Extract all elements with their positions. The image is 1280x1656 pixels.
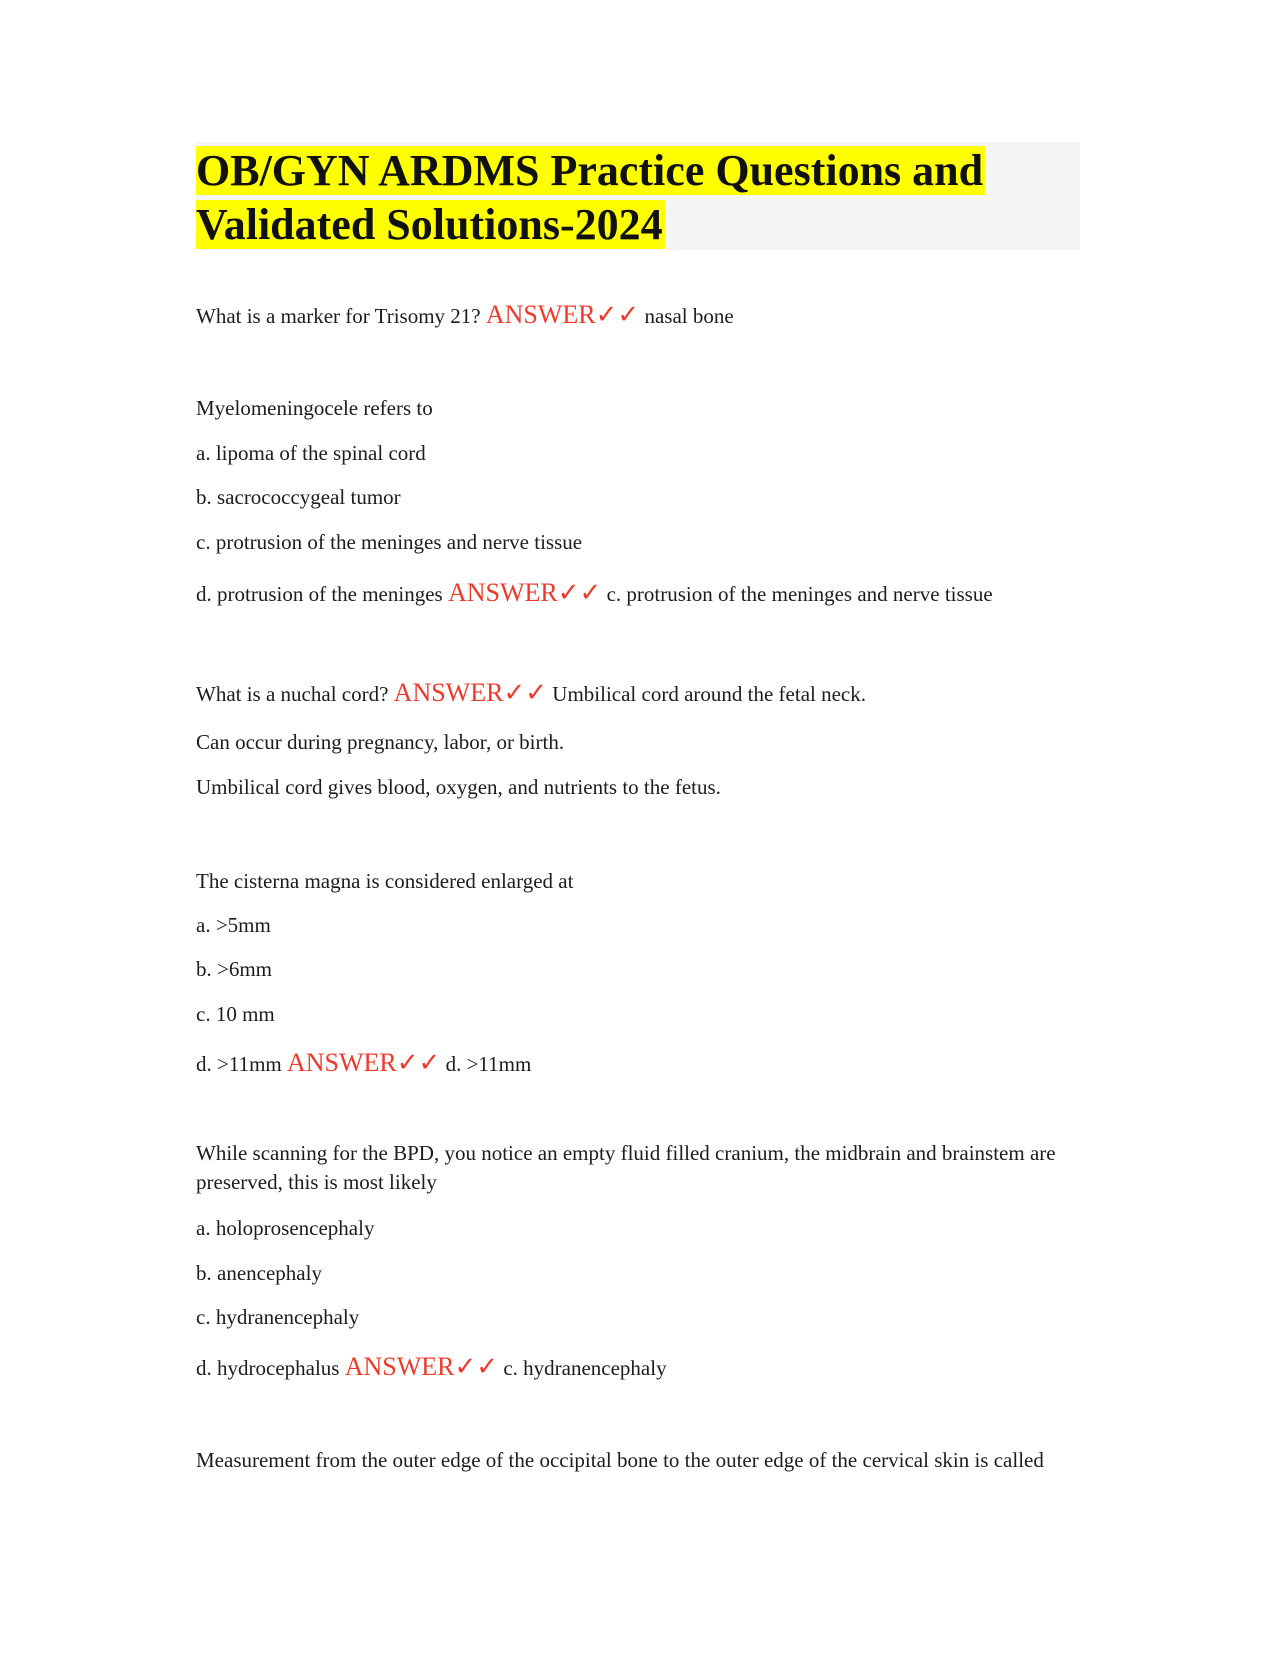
question-1 xyxy=(196,302,734,329)
option-a: a. lipoma of the spinal cord xyxy=(196,441,426,465)
question-5: While scanning for the BPD, you notice an empty fluid filled cranium, the midbrain and brainstem are preserved, this is most likely xyxy=(196,1141,1056,1194)
option-a: a. >5mm xyxy=(196,913,271,937)
answer-marker: ANSWER✓✓ xyxy=(485,300,640,329)
answer-marker: ANSWER✓✓ xyxy=(344,1352,499,1381)
question-3 xyxy=(196,680,866,707)
option-d: d. protrusion of the meninges xyxy=(196,582,443,606)
option-b: b. sacrococcygeal tumor xyxy=(196,485,401,509)
question-6: Measurement from the outer edge of the occipital bone to the outer edge of the cervical skin is called xyxy=(196,1448,1044,1472)
answer-text: c. hydranencephaly xyxy=(503,1356,667,1380)
option-d-with-answer xyxy=(196,1354,667,1381)
option-c: c. protrusion of the meninges and nerve tissue xyxy=(196,530,583,554)
answer-marker: ANSWER✓✓ xyxy=(393,678,548,707)
option-d: d. hydrocephalus xyxy=(196,1356,340,1380)
option-b: b. anencephaly xyxy=(196,1261,322,1285)
option-c: c. hydranencephaly xyxy=(196,1305,360,1329)
answer-text: c. protrusion of the meninges and nerve tissue xyxy=(606,582,993,606)
option-d-with-answer xyxy=(196,580,993,607)
question-2: Myelomeningocele refers to xyxy=(196,396,433,420)
question-4: The cisterna magna is considered enlarged at xyxy=(196,869,574,893)
question-text: What is a marker for Trisomy 21? xyxy=(196,304,481,328)
option-d-with-answer xyxy=(196,1050,531,1077)
question-text: What is a nuchal cord? xyxy=(196,682,389,706)
answer-text: nasal bone xyxy=(644,304,734,328)
answer-marker: ANSWER✓✓ xyxy=(447,578,602,607)
page-title-line-2: Validated Solutions-2024 xyxy=(196,200,663,249)
option-c: c. 10 mm xyxy=(196,1002,275,1026)
answer-detail-2: Umbilical cord gives blood, oxygen, and nutrients to the fetus. xyxy=(196,775,721,799)
option-a: a. holoprosencephaly xyxy=(196,1216,375,1240)
answer-text: d. >11mm xyxy=(445,1052,532,1076)
option-d: d. >11mm xyxy=(196,1052,282,1076)
answer-detail-1: Can occur during pregnancy, labor, or birth. xyxy=(196,730,565,754)
answer-text: Umbilical cord around the fetal neck. xyxy=(552,682,866,706)
answer-marker: ANSWER✓✓ xyxy=(286,1048,441,1077)
option-b: b. >6mm xyxy=(196,957,273,981)
page-title-line-1: OB/GYN ARDMS Practice Questions and xyxy=(196,146,984,195)
